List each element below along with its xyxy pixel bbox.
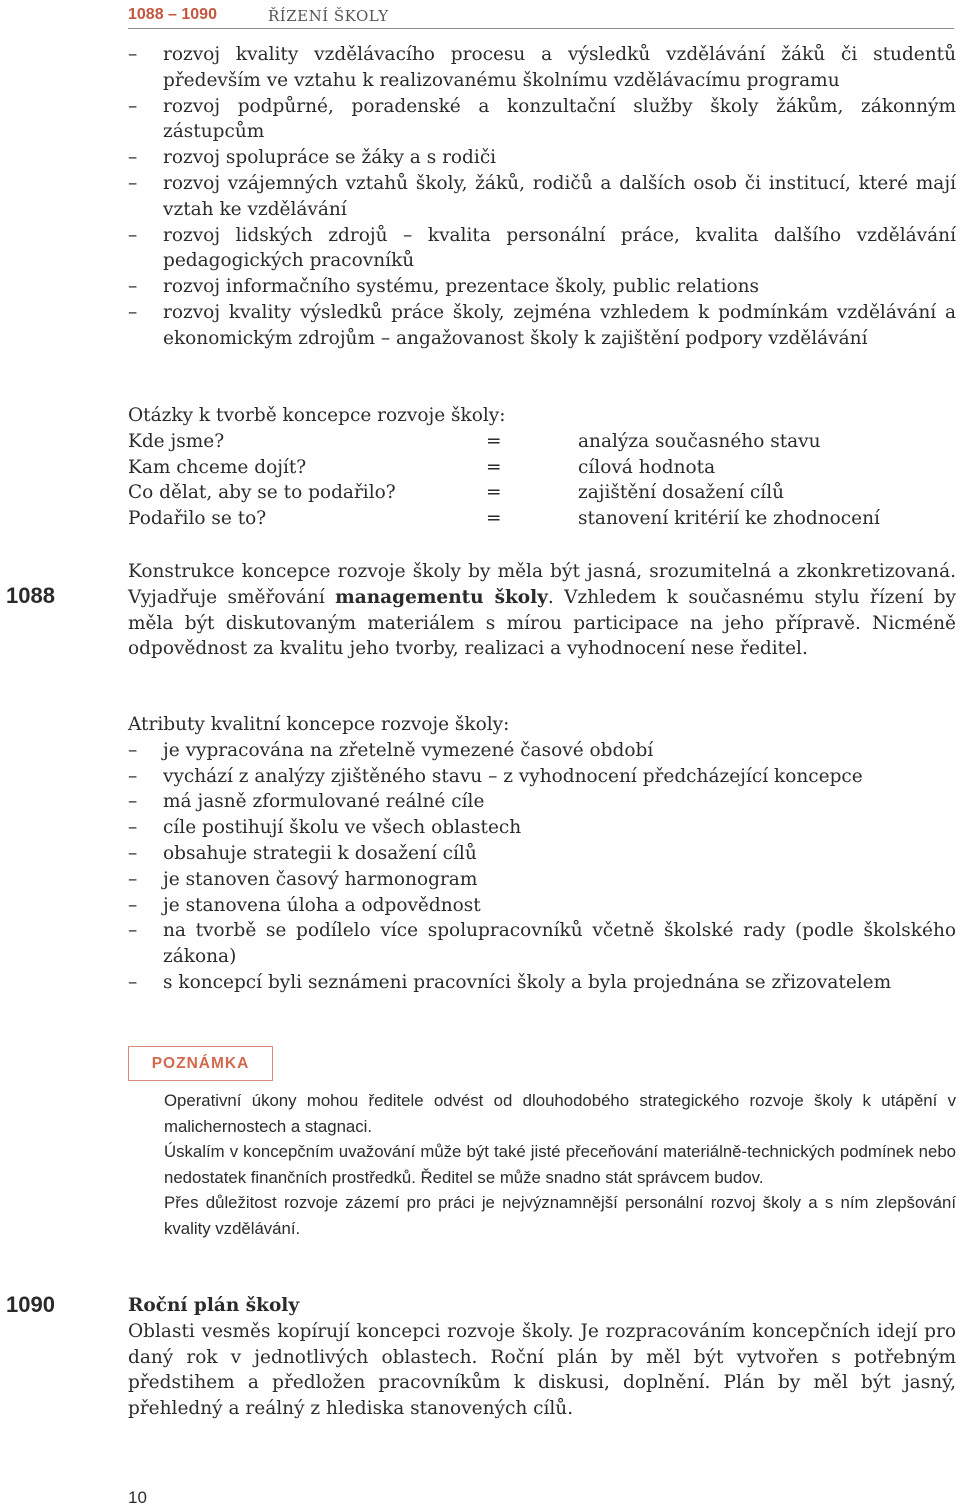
question-row [128, 429, 956, 455]
running-head [128, 3, 954, 29]
note-paragraph: Operativní úkony mohou ředitele odvést od dlouhodobého strategického rozvoje školy k utápění v malichernostech a stagnaci. [164, 1091, 956, 1136]
attributes-list [128, 738, 956, 996]
answer-text: zajištění dosažení cílů [578, 482, 785, 504]
list-item: – má jasně zformulované reálné cíle [128, 789, 956, 815]
list-item: – rozvoj spolupráce se žáky a s rodiči [128, 145, 956, 171]
list-item: – rozvoj vzájemných vztahů školy, žáků, rodičů a dalších osob či institucí, které mají vztah ke vzdělávání [128, 171, 956, 223]
list-item: – obsahuje strategii k dosažení cílů [128, 841, 956, 867]
running-head-title: ŘÍZENÍ ŠKOLY [268, 7, 389, 25]
paragraph-text: . Vzhledem k současnému stylu řízení by měla být diskutovaným materiálem s mírou participace na jeho přípravě. Nicméně odpovědnost za kvalitu jeho tvorby, realizaci a vyhodnocení nese ředitel. [128, 586, 956, 660]
list-item: – rozvoj kvality výsledků práce školy, zejména vzhledem k podmínkám vzdělávání a ekonomickým zdrojům – angažovanost školy k zajištění podpory vzdělávání [128, 300, 956, 352]
answer-text: analýza současného stavu [578, 430, 821, 452]
list-item: – rozvoj kvality vzdělávacího procesu a výsledků vzdělávání žáků či studentů především ve vztahu k realizovanému školnímu vzdělávacímu programu [128, 42, 956, 94]
note-text [164, 1088, 956, 1242]
list-item: – s koncepcí byli seznámeni pracovníci školy a byla projednána se zřizovatelem [128, 970, 956, 996]
questions-heading: Otázky k tvorbě koncepce rozvoje školy: [128, 405, 506, 426]
development-areas-list [128, 42, 956, 352]
list-item: – je stanovena úloha a odpovědnost [128, 893, 956, 919]
list-item: – rozvoj informačního systému, prezentace školy, public relations [128, 274, 956, 300]
section-title: Roční plán školy [128, 1295, 300, 1316]
section-paragraph: Oblasti vesměs kopírují koncepci rozvoje školy. Je rozpracováním koncepčních idejí pro daný rok v jednotlivých oblastech. Roční plán by měl být vytvořen s potřebným předstihem a předložen pracovníkům k diskusi, doplnění. Plán by měl být jasný, přehledný a reálný z hlediska stanovených cílů. [128, 1320, 956, 1420]
attributes-heading: Atributy kvalitní koncepce rozvoje školy: [128, 714, 510, 735]
bold-term: managementu školy [335, 586, 548, 608]
margin-number-1090: 1090 [6, 1292, 55, 1317]
question-text: Podařilo se to? [128, 508, 267, 530]
attributes-block [128, 712, 956, 996]
questions-block [128, 403, 956, 532]
question-row [128, 480, 956, 506]
list-item: – je vypracována na zřetelně vymezené časové období [128, 738, 956, 764]
question-text: Kam chceme dojít? [128, 456, 307, 478]
list-item: – vychází z analýzy zjištěného stavu – z vyhodnocení předcházející koncepce [128, 764, 956, 790]
question-row [128, 506, 956, 532]
answer-text: stanovení kritérií ke zhodnocení [578, 508, 880, 530]
note-paragraph: Přes důležitost rozvoje zázemí pro práci je nejvýznamnější personální rozvoj školy a s ním zlepšování kvality vzdělávání. [164, 1193, 956, 1238]
list-item: – na tvorbě se podílelo více spolupracovníků včetně školské rady (podle školského zákona) [128, 918, 956, 970]
equals-sign: = [486, 430, 502, 452]
list-item: – cíle postihují školu ve všech oblastech [128, 815, 956, 841]
section-1090 [128, 1293, 956, 1422]
note-paragraph: Úskalím v koncepčním uvažování může být také jisté přeceňování materiálně-technických podmínek nebo nedostatek finančních prostředků. Ředitel se může snadno stát správcem budov. [164, 1142, 956, 1187]
question-row [128, 455, 956, 481]
margin-number-1088: 1088 [6, 583, 55, 608]
page-number: 10 [128, 1488, 147, 1507]
equals-sign: = [486, 456, 502, 478]
list-item: – je stanoven časový harmonogram [128, 867, 956, 893]
note-label: POZNÁMKA [151, 1055, 250, 1072]
list-item: – rozvoj lidských zdrojů – kvalita personální práce, kvalita dalšího vzdělávání pedagogických pracovníků [128, 223, 956, 275]
answer-text: cílová hodnota [578, 456, 716, 478]
paragraph-text: Konstrukce koncepce rozvoje školy by měla být jasná, srozumitelná a zkonkretizovaná. Vyjadřuje směřování [128, 561, 956, 608]
note-label-box [128, 1046, 273, 1081]
question-text: Co dělat, aby se to podařilo? [128, 482, 396, 504]
equals-sign: = [486, 508, 502, 530]
paragraph-1088 [128, 559, 956, 662]
question-text: Kde jsme? [128, 430, 225, 452]
equals-sign: = [486, 482, 502, 504]
list-item: – rozvoj podpůrné, poradenské a konzultační služby školy žákům, zákonným zástupcům [128, 94, 956, 146]
running-head-range: 1088 – 1090 [128, 6, 217, 23]
